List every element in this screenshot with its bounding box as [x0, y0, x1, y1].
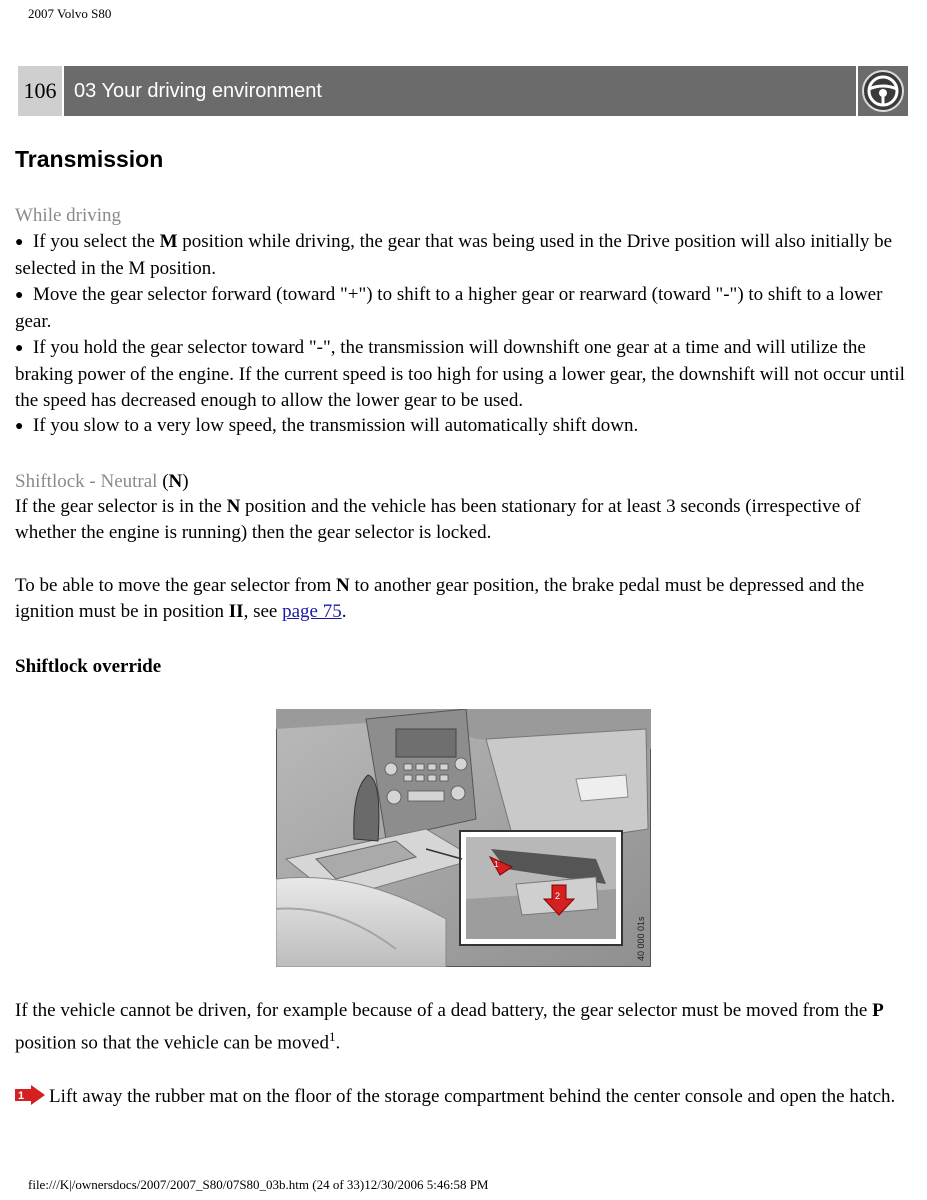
- bullet-item: ● If you select the M position while driving, the gear that was being used in the Drive position will also initially be selected in the M position.: [15, 230, 893, 279]
- page-75-link[interactable]: page 75: [282, 600, 342, 622]
- page-number: 106: [18, 66, 62, 116]
- override-heading: Shiftlock override: [15, 656, 162, 677]
- bullet-icon: ●: [15, 340, 24, 356]
- main-content: [15, 203, 910, 680]
- step-1: 1 Lift away the rubber mat on the floor of the storage compartment behind the center console and open the hatch.: [15, 1084, 910, 1113]
- bullet-icon: ●: [15, 287, 24, 303]
- step-1-arrow-icon: [15, 1085, 45, 1113]
- override-paragraph: If the vehicle cannot be driven, for example because of a dead battery, the gear selector must be moved from the P position so that the vehicle can be moved$^1$.: [15, 1000, 884, 1054]
- shiftlock-paragraph-2: To be able to move the gear selector from N to another gear position, the brake pedal must be depressed and the ignition must be in position II, see page 75.: [15, 575, 865, 622]
- chapter-title: 03 Your driving environment: [64, 66, 856, 116]
- footer-file-path: file:///K|/ownersdocs/2007/2007_S80/07S80_03b.htm (24 of 33)12/30/2006 5:46:58 PM: [28, 1177, 489, 1192]
- document-title: 2007 Volvo S80: [28, 6, 112, 21]
- shiftlock-override-illustration: [276, 709, 651, 967]
- bullet-item: ● If you slow to a very low speed, the transmission will automatically shift down.: [15, 415, 639, 436]
- override-content: [15, 998, 910, 1113]
- figure-marker-1: 1: [494, 860, 499, 869]
- svg-text:1: 1: [18, 1090, 25, 1103]
- section-heading: Transmission: [15, 146, 164, 172]
- bullet-icon: ●: [15, 419, 24, 434]
- while-driving-subheading: While driving: [15, 205, 122, 226]
- bullet-item: ● If you hold the gear selector toward "-", the transmission will downshift one gear at a time and will utilize the braking power of the engine. If the current speed is too high for using a lower gear, the downshift will not occur until the speed has decreased enough to allow the lower gear to be used.: [15, 336, 905, 411]
- figure-code: 40 000 01s: [636, 916, 646, 961]
- shiftlock-paragraph-1: If the gear selector is in the N position and the vehicle has been stationary for at least 3 seconds (irrespective of whether the engine is running) then the gear selector is locked.: [15, 496, 861, 543]
- chapter-header: [18, 66, 908, 116]
- figure-marker-2: 2: [555, 891, 561, 901]
- shiftlock-subheading: Shiftlock - Neutral (N): [15, 470, 189, 492]
- bullet-icon: ●: [15, 234, 24, 250]
- bullet-item: ● Move the gear selector forward (toward "+") to shift to a higher gear or rearward (toward "-") to shift to a lower gear.: [15, 283, 883, 332]
- steering-wheel-icon: [858, 66, 908, 116]
